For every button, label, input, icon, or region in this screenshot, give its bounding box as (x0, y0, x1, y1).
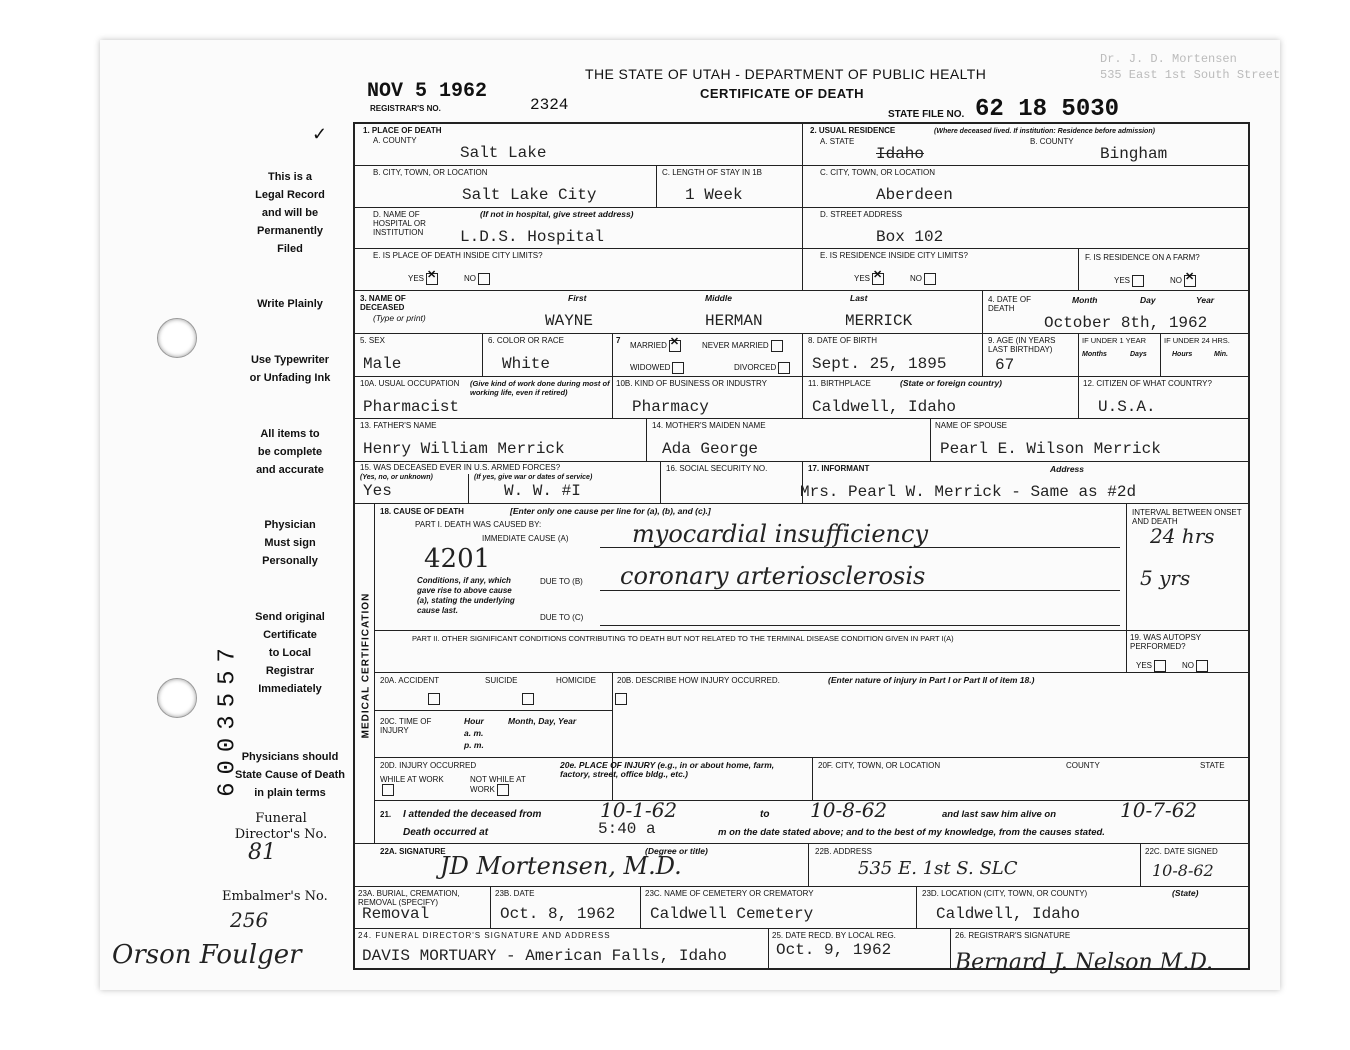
informant-value: Mrs. Pearl W. Merrick - Same as #2d (800, 483, 1137, 501)
father-value: Henry William Merrick (363, 440, 565, 458)
res-limits-label: E. IS RESIDENCE INSIDE CITY LIMITS? (820, 251, 968, 260)
cause-label: 18. CAUSE OF DEATH (380, 507, 464, 516)
physician-signature: JD Mortensen, M.D. (440, 852, 682, 880)
conditions-note: Conditions, if any, which gave rise to above cause (a), stating the underlying cause last. (417, 576, 515, 615)
date-recd-label: 25. DATE RECD. BY LOCAL REG. (772, 931, 896, 940)
faint-stamp-2: 535 East 1st South Street (1100, 68, 1281, 82)
never-married-option: NEVER MARRIED (702, 340, 783, 352)
injury-occurred-label: 20D. INJURY OCCURRED (380, 761, 477, 770)
injury-state-label: STATE (1200, 761, 1225, 770)
burial-label: 23A. BURIAL, CREMATION, REMOVAL (SPECIFY) (358, 889, 460, 907)
state-department: THE STATE OF UTAH - DEPARTMENT OF PUBLIC HEALTH (585, 66, 987, 82)
last-saw-value: 10-7-62 (1120, 798, 1198, 822)
note-physicians-cause: Physicians should State Cause of Death in plain terms (234, 751, 346, 799)
degree-label: (Degree or title) (645, 846, 708, 856)
res-county-label: B. COUNTY (1030, 137, 1074, 146)
farm-no-checkbox[interactable] (1184, 275, 1196, 287)
divorced-option: DIVORCED (734, 362, 790, 374)
birthplace-note: (State or foreign country) (900, 378, 1003, 388)
death-occurred-rest: m on the date stated above; and to the best of my knowledge, from the causes stated. (718, 827, 1105, 838)
death-city: Salt Lake City (462, 186, 597, 204)
signature-label: 22A. SIGNATURE (380, 847, 446, 856)
res-street: Box 102 (876, 228, 944, 246)
death-occurred-label: Death occurred at (403, 827, 489, 838)
under-24-hrs-label: IF UNDER 24 HRS. (1164, 336, 1230, 345)
res-limits-yes-checkbox[interactable] (872, 273, 884, 285)
burial-date-label: 23B. DATE (495, 889, 535, 898)
physician-address: 535 E. 1st S. SLC (858, 858, 1018, 879)
armed-forces-value: Yes (363, 482, 392, 500)
suicide-label: SUICIDE (485, 676, 518, 685)
punch-hole-top (157, 318, 197, 358)
location-value: Caldwell, Idaho (936, 905, 1081, 923)
dob-value: Sept. 25, 1895 (812, 355, 947, 373)
age-value: 67 (995, 356, 1015, 374)
res-city-label: C. CITY, TOWN, OR LOCATION (820, 168, 935, 177)
cause-code: 4201 (424, 544, 491, 574)
business-label: 10B. KIND OF BUSINESS OR INDUSTRY (616, 379, 767, 388)
registrar-no: 2324 (530, 96, 569, 114)
usual-residence-note: (Where deceased lived. If institution: Residence before admission) (934, 128, 1155, 135)
married-option: MARRIED✕ (630, 340, 681, 352)
suicide-checkbox[interactable] (522, 693, 534, 705)
armed-forces-note-2: (If yes, give war or dates of service) (474, 474, 593, 481)
faint-stamp-1: Dr. J. D. Mortensen (1100, 52, 1237, 66)
widowed-checkbox[interactable] (672, 362, 684, 374)
death-county: Salt Lake (460, 144, 547, 162)
res-limits-no-checkbox[interactable] (924, 273, 936, 285)
stamp-date: NOV 5 1962 (367, 80, 488, 103)
cemetery-label: 23C. NAME OF CEMETERY OR CREMATORY (645, 889, 814, 898)
registrar-no-label: REGISTRAR'S NO. (370, 104, 441, 113)
usual-residence-label: 2. USUAL RESIDENCE (810, 126, 896, 135)
location-label: 23D. LOCATION (CITY, TOWN, OR COUNTY) (922, 889, 1088, 898)
hospital-note: (If not in hospital, give street address) (480, 209, 634, 219)
vertical-serial-number: 6003557 (214, 640, 242, 797)
hours-label: Hours (1172, 351, 1193, 358)
widowed-option: WIDOWED (630, 362, 684, 374)
death-limits-yes-checkbox[interactable] (426, 273, 438, 285)
homicide-label: HOMICIDE (556, 676, 596, 685)
farm-yes: YES (1114, 275, 1144, 287)
embalmer-label: Embalmer's No. (222, 889, 328, 904)
accident-label: 20A. ACCIDENT (380, 676, 440, 685)
stay-label: C. LENGTH OF STAY IN 1B (662, 168, 763, 177)
funeral-director-label: Funeral Director's No. (234, 811, 328, 842)
page-title: CERTIFICATE OF DEATH (700, 86, 865, 101)
death-county-label: A. COUNTY (373, 136, 417, 145)
state-file-no: 62 18 5030 (975, 96, 1120, 123)
not-while-at-work-checkbox[interactable] (497, 784, 509, 796)
autopsy-no-checkbox[interactable] (1196, 660, 1208, 672)
homicide-checkbox[interactable] (615, 693, 627, 705)
death-occurred-time: 5:40 a (598, 820, 656, 838)
hospital-value: L.D.S. Hospital (460, 228, 605, 246)
father-label: 13. FATHER'S NAME (360, 421, 437, 430)
spouse-label: NAME OF SPOUSE (935, 421, 1008, 430)
death-limits-no-checkbox[interactable] (478, 273, 490, 285)
divorced-checkbox[interactable] (778, 362, 790, 374)
pm-label: p. m. (464, 740, 484, 750)
business-value: Pharmacy (632, 398, 709, 416)
armed-forces-label: 15. WAS DECEASED EVER IN U.S. ARMED FORCES? (360, 463, 561, 472)
res-city: Aberdeen (876, 186, 953, 204)
autopsy-yes: YES (1136, 660, 1166, 672)
res-limits-yes: YES✕ (854, 273, 884, 285)
date-signed: 10-8-62 (1152, 861, 1214, 880)
farm-yes-checkbox[interactable] (1132, 275, 1144, 287)
days-label: Days (1130, 351, 1147, 358)
cause-b: coronary arteriosclerosis (620, 562, 926, 590)
immediate-cause-label: IMMEDIATE CAUSE (A) (482, 534, 569, 543)
death-limits-no: NO (464, 273, 490, 285)
address-label: 22B. ADDRESS (815, 847, 872, 856)
citizen-value: U.S.A. (1098, 398, 1156, 416)
due-to-c-label: DUE TO (C) (540, 613, 584, 622)
middle-name: HERMAN (705, 312, 763, 330)
attended-to: 10-8-62 (810, 798, 888, 822)
time-of-injury-label: 20C. TIME OF INJURY (380, 717, 432, 735)
death-limits-yes: YES✕ (408, 273, 438, 285)
dob-label: 8. DATE OF BIRTH (808, 336, 878, 345)
interval-b: 5 yrs (1140, 566, 1191, 590)
part2-label: PART II. OTHER SIGNIFICANT CONDITIONS CONTRIBUTING TO DEATH BUT NOT RELATED TO THE TERMINAL DISEASE CONDITION GIVEN IN PART I(A) (412, 634, 954, 643)
punch-hole-bottom (157, 678, 197, 718)
note-legal: This is a Legal Record and will be Permanently Filed (255, 171, 325, 255)
while-at-work: WHILE AT WORK (380, 775, 456, 796)
dod-year-label: Year (1196, 295, 1215, 305)
date-of-death: October 8th, 1962 (1044, 314, 1208, 332)
mdy-label: Month, Day, Year (508, 716, 577, 726)
note-plain: Write Plainly (257, 298, 323, 310)
place-of-death-label: 1. PLACE OF DEATH (363, 126, 442, 135)
farm-no: NO✕ (1170, 275, 1196, 287)
mother-value: Ada George (662, 440, 759, 458)
race-value: White (502, 355, 551, 373)
deceased-name-sub: (Type or print) (373, 313, 426, 323)
funeral-director-value: DAVIS MORTUARY - American Falls, Idaho (362, 947, 727, 965)
autopsy-label: 19. WAS AUTOPSY PERFORMED? (1130, 633, 1201, 651)
item21-num: 21. (380, 810, 392, 819)
not-while-at-work: NOT WHILE AT WORK (470, 775, 526, 795)
autopsy-yes-checkbox[interactable] (1154, 660, 1166, 672)
funeral-director-sig-label: 24. FUNERAL DIRECTOR'S SIGNATURE AND ADDRESS (358, 931, 611, 940)
birthplace-value: Caldwell, Idaho (812, 398, 957, 416)
funeral-director-no: 81 (248, 840, 276, 865)
res-county: Bingham (1100, 145, 1168, 163)
last-label: Last (850, 293, 868, 303)
burial-value: Removal (362, 905, 430, 923)
birthplace-label: 11. BIRTHPLACE (808, 379, 871, 388)
note-send: Send original Certificate to Local Registrar Immediately (255, 611, 325, 695)
interval-a: 24 hrs (1150, 524, 1215, 548)
note-complete: All items to be complete and accurate (256, 428, 324, 476)
embalmer-no: 256 (230, 908, 269, 932)
registrar-signature: Bernard J. Nelson M.D. (955, 950, 1214, 975)
note-typewriter: Use Typewriter or Unfading Ink (249, 354, 331, 384)
autopsy-no: NO (1182, 660, 1208, 672)
accident-checkbox[interactable] (428, 693, 440, 705)
months-label: Months (1082, 351, 1107, 358)
occupation-label: 10A. USUAL OCCUPATION (360, 379, 460, 388)
registrar-sig-label: 26. REGISTRAR'S SIGNATURE (955, 931, 1071, 940)
dod-day-label: Day (1140, 295, 1156, 305)
check-mark-icon: ✓ (312, 124, 328, 144)
injury-describe-note: (Enter nature of injury in Part I or Part II of item 18.) (828, 675, 1035, 685)
injury-county-label: COUNTY (1066, 761, 1100, 770)
death-city-label: B. CITY, TOWN, OR LOCATION (373, 168, 488, 177)
ssn-label: 16. SOCIAL SECURITY NO. (666, 464, 768, 473)
attended-label: I attended the deceased from (403, 809, 542, 820)
last-name: MERRICK (845, 312, 913, 330)
stay-value: 1 Week (685, 186, 743, 204)
first-name: WAYNE (545, 312, 594, 330)
date-of-death-label: 4. DATE OF DEATH (988, 295, 1031, 313)
part1-label: PART I. DEATH WAS CAUSED BY: (415, 520, 542, 529)
burial-date: Oct. 8, 1962 (500, 905, 616, 923)
cemetery-value: Caldwell Cemetery (650, 905, 814, 923)
hospital-label: D. NAME OF HOSPITAL OR INSTITUTION (373, 210, 426, 237)
min-label: Min. (1214, 351, 1228, 358)
res-street-label: D. STREET ADDRESS (820, 210, 903, 219)
middle-label: Middle (705, 293, 732, 303)
due-to-b-label: DUE TO (B) (540, 577, 583, 586)
res-limits-no: NO (910, 273, 936, 285)
cause-a: myocardial insufficiency (632, 520, 929, 548)
attended-to-label: to (760, 809, 770, 820)
state-file-label: STATE FILE NO. (888, 109, 965, 120)
place-of-injury-label: 20e. PLACE OF INJURY (e.g., in or about home, farm, factory, street, office bldg., etc.) (560, 760, 775, 779)
war-value: W. W. #I (504, 482, 581, 500)
sex-label: 5. SEX (360, 336, 385, 345)
race-label: 6. COLOR OR RACE (488, 336, 565, 345)
medical-certification-label: MEDICAL CERTIFICATION (360, 592, 372, 739)
date-signed-label: 22C. DATE SIGNED (1145, 847, 1218, 856)
spouse-value: Pearl E. Wilson Merrick (940, 440, 1161, 458)
res-state-label: A. STATE (820, 137, 855, 146)
dod-month-label: Month (1072, 295, 1098, 305)
informant-label: 17. INFORMANT (808, 464, 870, 473)
never-married-checkbox[interactable] (771, 340, 783, 352)
injury-city-label: 20F. CITY, TOWN, OR LOCATION (818, 761, 941, 770)
am-label: a. m. (464, 728, 484, 738)
mother-label: 14. MOTHER'S MAIDEN NAME (652, 421, 766, 430)
under-1-year-label: IF UNDER 1 YEAR (1082, 336, 1147, 345)
interval-label: INTERVAL BETWEEN ONSET AND DEATH (1132, 508, 1242, 526)
last-saw-label: and last saw him alive on (942, 809, 1057, 820)
married-checkbox[interactable] (669, 340, 681, 352)
date-recd-value: Oct. 9, 1962 (776, 941, 892, 959)
marital-num: 7 (616, 336, 621, 345)
citizen-label: 12. CITIZEN OF WHAT COUNTRY? (1083, 379, 1212, 388)
note-physician: Physician Must sign Personally (262, 519, 318, 567)
armed-forces-note-1: (Yes, no, or unknown) (360, 474, 433, 481)
hour-label: Hour (464, 716, 484, 726)
while-at-work-checkbox[interactable] (382, 784, 394, 796)
first-label: First (568, 293, 587, 303)
deceased-name-label: 3. NAME OF DECEASED (360, 294, 406, 312)
embalmer-signature: Orson Foulger (112, 940, 302, 970)
age-label: 9. AGE (IN YEARS LAST BIRTHDAY) (988, 336, 1056, 354)
occupation-note: (Give kind of work done during most of working life, even if retired) (470, 379, 610, 397)
sex-value: Male (363, 355, 402, 373)
informant-address-label: Address (1050, 464, 1085, 474)
res-state: Idaho (876, 145, 925, 163)
injury-describe-label: 20B. DESCRIBE HOW INJURY OCCURRED. (617, 676, 780, 685)
death-limits-label: E. IS PLACE OF DEATH INSIDE CITY LIMITS? (373, 251, 543, 260)
cause-note: [Enter only one cause per line for (a), (b), and (c).] (510, 506, 711, 516)
location-state-label: (State) (1172, 888, 1199, 898)
farm-label: F. IS RESIDENCE ON A FARM? (1085, 253, 1200, 262)
attended-from: 10-1-62 (600, 798, 678, 822)
occupation-value: Pharmacist (363, 398, 460, 416)
